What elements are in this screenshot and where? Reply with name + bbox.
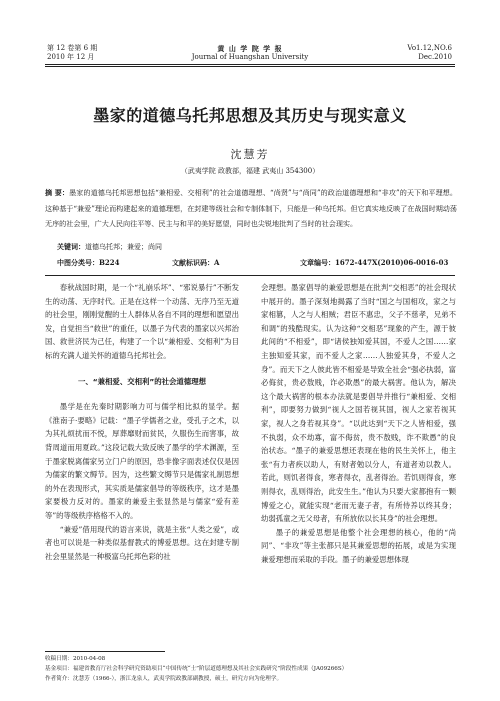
abstract-divider [45, 275, 455, 276]
footnote-received: 收稿日期：2010-04-08 [45, 656, 106, 662]
body-paragraph: 春秋战国时期，是一个“礼崩乐坏”、“邪说暴行”不断发生的动荡、无序时代。正是在这样一个动荡、无序乃至无道的社会里，刚刚觉醒的士人群体从各自不同的理想和愿望出发，自觉担当“救世”的重任，以墨子为代表的墨家以兴邦治国、救世济民为己任，构建了一个以“兼相爱、交相利”为目标的充满人道关怀的道德乌托邦社会。 [45, 283, 239, 360]
footnote-rule [45, 651, 165, 652]
body-column-right [261, 281, 456, 566]
keywords [57, 242, 162, 252]
section-heading: 一、“兼相爱、交相利”的社会道德理想 [78, 376, 206, 386]
date-cn: 2010 年 12 月 [47, 53, 95, 61]
header-rule-bottom [45, 66, 455, 67]
body-paragraph: 墨学是在先秦时期影响力可与儒学相比拟的显学。据《淮南子·要略》记载：“墨子学儒者之业，受孔子之术，以为其礼烦扰而不悦，厚葬靡财而贫民，久服伤生而害事，故背周道而用夏政。”这段记载大致反映了墨学的学术渊源，至于墨家脱离儒家另立门户的原因，恐非像字面表述仅仅是因为儒家的繁文缛节。因为，这些繁文缛节只是儒家礼制思想的外在表现形式，其实质是儒家倡导的等级秩序，这才是墨家要极力反对的。墨家的兼爱主张显然是与儒家“爱有差等”的等级秩序格格不入的。 [45, 402, 239, 520]
article-title: 墨家的道德乌托邦思想及其历史与现实意义 [93, 106, 407, 125]
header-rule-top [45, 64, 455, 65]
date-en: Dec.2010 [418, 53, 452, 61]
body-paragraph: 墨子的兼爱思想是他整个社会理想的核心，他的“尚同”、“非攻”等主张都只是其兼爱思想的拓展，或是为实现兼爱理想而采取的手段。墨子的兼爱思想体现 [261, 527, 456, 564]
journal-title-cn: 黄 山 学 院 学 报 [217, 44, 283, 53]
abstract [45, 185, 457, 232]
abstract-label: 摘 要： [45, 188, 70, 197]
body-column-left [45, 281, 239, 563]
journal-title-en: Journal of Huangshan University [191, 53, 309, 61]
author-affiliation: （武夷学院 政教部，福建 武夷山 354300） [180, 167, 320, 175]
issue-label: 第 12 卷第 6 期 [47, 44, 98, 52]
footnote-fund: 基金项目：福建省教育厅社会科学研究资助项目“中国传统“士”阶层道德理想及其社会实践研究”阶段性成果（JA09266S） [45, 666, 348, 672]
body-paragraph: 会理想。墨家倡导的兼爱思想是在批判“交相恶”的社会现状中展开的。墨子深刻地揭露了当时“国之与国相攻，家之与家相篡，人之与人相贼；君臣不惠忠，父子不慈孝，兄弟不和调”的残酷现实。认为这种“交相恶”现象的产生，源于彼此间的“不相爱”，即“诸侯独知爱其国，不爱人之国……家主独知爱其家，而不爱人之家……人独爱其身，不爱人之身”。而天下之人彼此皆不相爱是导致全社会“强必执弱，富必侮贫，贵必敖贱，诈必欺愚”的最大祸害。他认为，解决这个最大祸害的根本办法就是要倡导并推行“兼相爱、交相利”，即要努力做到“视人之国若视其国，视人之家若视其家，视人之身若视其身”。“以此达到“天下之人皆相爱，强不执弱，众不劫寡，富不侮贫，贵不敖贱，诈不欺愚”的良治状态。“墨子的兼爱思想还表现在他的民生关怀上，他主张“有力者疾以助人，有财者勉以分人，有道者劝以教人。若此，则饥者得食，寒者得衣，乱者得治。若饥则得食，寒则得衣，乱则得治，此安生生。”他认为只要大家都抱有一颗博爱之心，就能实现“老而无妻子者，有所侍养以终其身；幼弱孤童之无父母者，有所放依以长其身”的社会理想。 [261, 283, 456, 524]
abstract-text: 墨家的道德乌托邦思想包括“兼相爱、交相利”的社会道德理想、“尚贤”与“尚同”的政治道德理想和“非攻”的天下和平理想。这种基于“兼爱”理论而构建起来的道德理想，在封建等级社会和专制体制下，只能是一种乌托邦。但它真实地反映了在战国时期动荡无序的社会里，广大人民向往平等、民主与和平的美好愿望，同时也尖锐地批判了当时的社会现实。 [45, 188, 457, 228]
classification-line [57, 258, 467, 268]
keywords-text: 道德乌托邦；兼爱；尚同 [85, 243, 162, 251]
document-code: 文献标识码：A [172, 258, 220, 267]
article-number: 文章编号：1672-447X(2010)06-0016-03 [300, 258, 449, 267]
clc-number: 中图分类号：B224 [57, 258, 120, 267]
body-paragraph: “兼爱”借用现代的语言来说，就是主张“人类之爱”，或者也可以说是一种类似基督教式的博爱思想。这在封建专制社会里显然是一种极富乌托邦色彩的社 [45, 524, 239, 561]
keywords-label: 关键词： [57, 243, 85, 251]
running-header-right [407, 44, 452, 62]
volume-en: Vo1.12,NO.6 [407, 44, 452, 52]
footnote-author: 作者简介：沈慧芳（1966-），浙江龙泉人，武夷学院政教部副教授，硕士，研究方向为伦理学。 [45, 676, 283, 682]
author-name: 沈慧芳 [230, 148, 270, 161]
